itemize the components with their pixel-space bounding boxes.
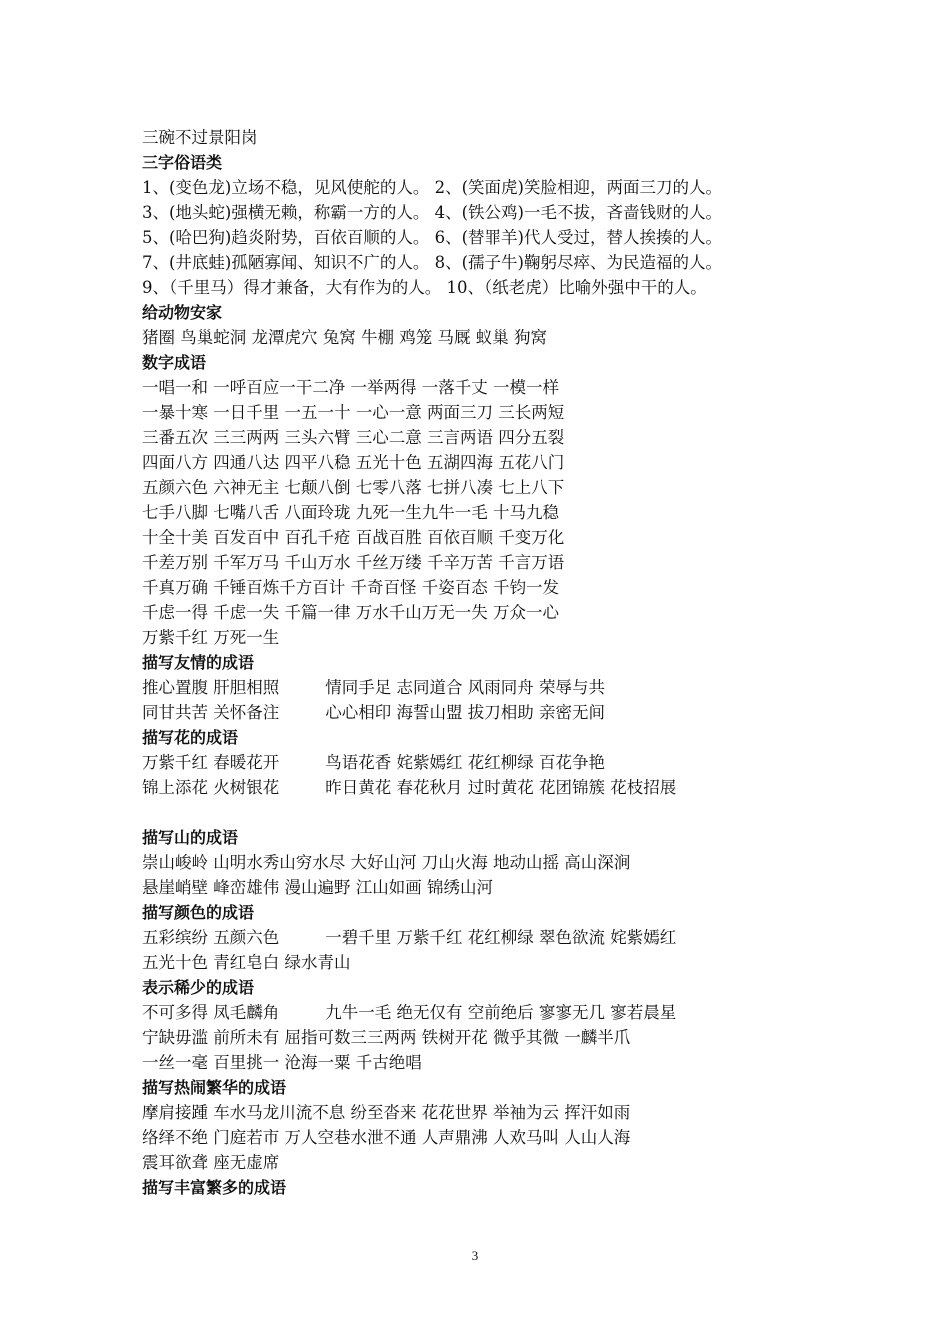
section-heading: 数字成语 [142, 353, 207, 372]
text-line: 悬崖峭壁 峰峦雄伟 漫山遍野 江山如画 锦绣山河 [142, 878, 493, 897]
idiom-group-left: 锦上添花 火树银花 [142, 778, 280, 797]
text-line: 五颜六色 六神无主 七颠八倒 七零八落 七拼八凑 七上八下 [142, 478, 565, 497]
idiom-line [142, 675, 822, 700]
text-line: 络绎不绝 门庭若市 万人空巷水泄不通 人声鼎沸 人欢马叫 人山人海 [142, 1128, 631, 1147]
section-heading: 三字俗语类 [142, 153, 223, 172]
document-body [142, 125, 822, 1200]
text-line: 一唱一和 一呼百应一干二净 一举两得 一落千丈 一模一样 [142, 378, 559, 397]
idiom-line [142, 925, 822, 950]
text-line: 震耳欲聋 座无虚席 [142, 1153, 280, 1172]
text-line: 万紫千红 万死一生 [142, 628, 280, 647]
text-line: 宁缺毋滥 前所未有 屈指可数三三两两 铁树开花 微乎其微 一麟半爪 [142, 1028, 631, 1047]
idiom-line [142, 750, 822, 775]
text-line: 四面八方 四通八达 四平八稳 五光十色 五湖四海 五花八门 [142, 453, 565, 472]
text-line: 三番五次 三三两两 三头六臂 三心二意 三言两语 四分五裂 [142, 428, 565, 447]
idiom-line [142, 1000, 822, 1025]
text-line: 十全十美 百发百中 百孔千疮 百战百胜 百依百顺 千变万化 [142, 528, 565, 547]
idiom-group-right: 一碧千里 万紫千红 花红柳绿 翠色欲流 姹紫嫣红 [325, 928, 677, 947]
blank-line [142, 800, 822, 825]
section-heading: 描写友情的成语 [142, 653, 255, 672]
text-line: 5、(哈巴狗)趋炎附势，百依百顺的人。 6、(替罪羊)代人受过，替人挨揍的人。 [142, 228, 722, 247]
text-line: 一暴十寒 一日千里 一五一十 一心一意 两面三刀 三长两短 [142, 403, 565, 422]
idiom-line [142, 700, 822, 725]
text-line: 千虑一得 千虑一失 千篇一律 万水千山万无一失 万众一心 [142, 603, 559, 622]
idiom-group-left: 同甘共苦 关怀备注 [142, 703, 280, 722]
text-line: 摩肩接踵 车水马龙川流不息 纷至沓来 花花世界 举袖为云 挥汗如雨 [142, 1103, 631, 1122]
idiom-group-right: 心心相印 海誓山盟 拔刀相助 亲密无间 [325, 703, 605, 722]
section-heading: 给动物安家 [142, 303, 223, 322]
section-heading: 表示稀少的成语 [142, 978, 255, 997]
text-line: 9、（千里马）得才兼备，大有作为的人。 10、（纸老虎）比喻外强中干的人。 [142, 278, 707, 297]
section-heading: 描写丰富繁多的成语 [142, 1178, 287, 1197]
idiom-group-right: 昨日黄花 春花秋月 过时黄花 花团锦簇 花枝招展 [325, 778, 677, 797]
text-line: 7、(井底蛙)孤陋寡闻、知识不广的人。 8、(孺子牛)鞠躬尽瘁、为民造福的人。 [142, 253, 722, 272]
text-line: 3、(地头蛇)强横无赖，称霸一方的人。 4、(铁公鸡)一毛不拔，吝啬钱财的人。 [142, 203, 722, 222]
idiom-group-left: 推心置腹 肝胆相照 [142, 678, 280, 697]
idiom-group-left: 不可多得 凤毛麟角 [142, 1003, 280, 1022]
text-line: 七手八脚 七嘴八舌 八面玲珑 九死一生九牛一毛 十马九稳 [142, 503, 559, 522]
section-heading: 描写颜色的成语 [142, 903, 255, 922]
text-line: 五光十色 青红皂白 绿水青山 [142, 953, 351, 972]
text-line: 一丝一毫 百里挑一 沧海一粟 千古绝唱 [142, 1053, 422, 1072]
section-heading: 描写山的成语 [142, 828, 239, 847]
idiom-group-left: 五彩缤纷 五颜六色 [142, 928, 280, 947]
text-line: 猪圈 鸟巢蛇洞 龙潭虎穴 兔窝 牛棚 鸡笼 马厩 蚁巢 狗窝 [142, 328, 547, 347]
idiom-group-left: 万紫千红 春暖花开 [142, 753, 280, 772]
section-heading: 描写花的成语 [142, 728, 239, 747]
idiom-group-right: 鸟语花香 姹紫嫣红 花红柳绿 百花争艳 [325, 753, 605, 772]
section-heading: 描写热闹繁华的成语 [142, 1078, 287, 1097]
text-line: 1、(变色龙)立场不稳，见风使舵的人。 2、(笑面虎)笑脸相迎，两面三刀的人。 [142, 178, 722, 197]
idiom-group-right: 九牛一毛 绝无仅有 空前绝后 寥寥无几 寥若晨星 [325, 1003, 677, 1022]
text-line: 千差万别 千军万马 千山万水 千丝万缕 千辛万苦 千言万语 [142, 553, 565, 572]
text-line: 三碗不过景阳岗 [142, 128, 258, 147]
idiom-group-right: 情同手足 志同道合 风雨同舟 荣辱与共 [325, 678, 605, 697]
page-number: 3 [471, 1248, 479, 1263]
text-line: 千真万确 千锤百炼千方百计 千奇百怪 千姿百态 千钧一发 [142, 578, 559, 597]
idiom-line [142, 775, 822, 800]
text-line: 崇山峻岭 山明水秀山穷水尽 大好山河 刀山火海 地动山摇 高山深涧 [142, 853, 631, 872]
